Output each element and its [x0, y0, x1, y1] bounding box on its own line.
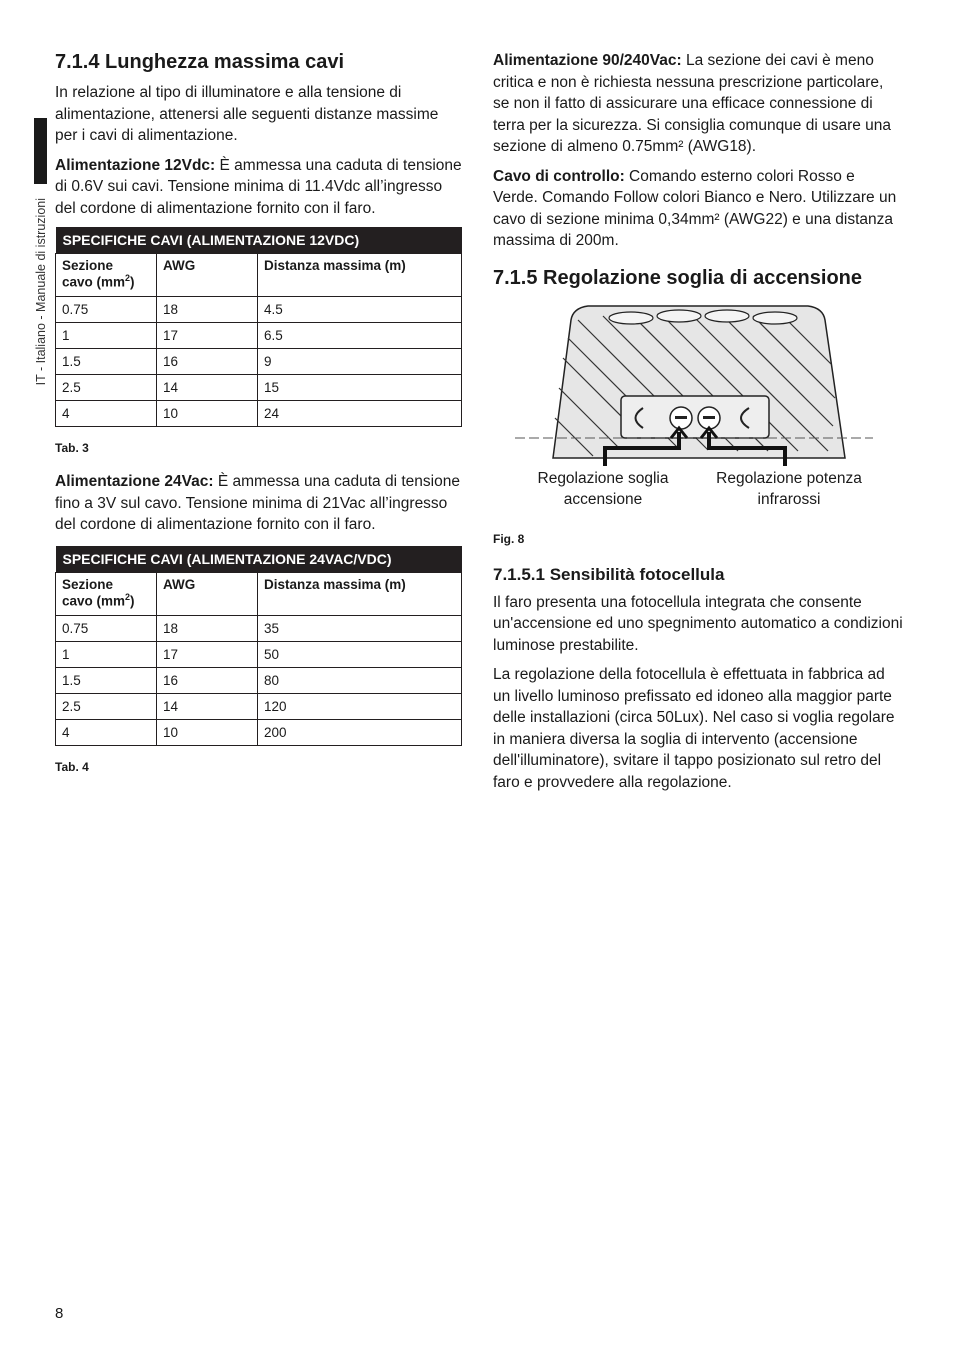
- table-cell: 6.5: [258, 323, 462, 349]
- table-cell: 120: [258, 693, 462, 719]
- paragraph-photocell-2: La regolazione della fotocellula è effettuata in fabbrica ad un livello luminoso prefissato ed idoneo alla maggior parte delle installazioni (circa 50Lux). Nel caso si voglia regolare in maniera diversa la soglia di intervento (accensione dell'illuminatore), svitare il tappo posizionato sul retro del faro e provvedere alla regolazione.: [493, 666, 895, 791]
- header-distanza: Distanza massima (m): [258, 572, 462, 615]
- paragraph-24vac: [55, 471, 462, 536]
- text-12vdc: È ammessa una caduta di tensione di 0.6V sui cavi. Tensione minima di 11.4Vdc all’ingresso del cordone di alimentazione fornito con il faro.: [55, 156, 462, 217]
- table-12vdc: [55, 227, 462, 427]
- table-row: [56, 641, 462, 667]
- table-row: [56, 375, 462, 401]
- table-cell: 1.5: [56, 349, 157, 375]
- table-cell: 18: [157, 297, 258, 323]
- table-cell: 16: [157, 667, 258, 693]
- table-cell: 4.5: [258, 297, 462, 323]
- paragraph-12vdc: [55, 155, 462, 220]
- table-cell: 200: [258, 719, 462, 745]
- table-cell: 10: [157, 401, 258, 427]
- table-title: SPECIFICHE CAVI (ALIMENTAZIONE 24VAC/VDC): [56, 546, 462, 573]
- paragraph-photocell-1: Il faro presenta una fotocellula integrata che consente un'accensione ed uno spegnimento automatico a condizioni luminose prestabilite.: [493, 593, 903, 654]
- table-cell: 17: [157, 323, 258, 349]
- text-24vac: È ammessa una caduta di tensione fino a 3V sul cavo. Tensione minima di 21Vac all’ingresso del cordone di alimentazione fornito con il faro.: [55, 473, 460, 533]
- intro-paragraph: In relazione al tipo di illuminatore e alla tensione di alimentazione, attenersi alle seguenti distanze massime per i cavi di alimentazione.: [55, 84, 439, 144]
- label-24vac: Alimentazione 24Vac:: [55, 473, 214, 490]
- table-cell: 15: [258, 375, 462, 401]
- paragraph-control-cable: [493, 166, 903, 252]
- header-sezione: Sezione cavo $(mm^2)$: [56, 572, 157, 615]
- table-cell: 1: [56, 323, 157, 349]
- table-cell: 50: [258, 641, 462, 667]
- header-sezione: Sezione cavo $(mm^2)$: [56, 254, 157, 297]
- table-row: [56, 401, 462, 427]
- table-cell: 2.5: [56, 693, 157, 719]
- table-cell: 0.75: [56, 297, 157, 323]
- table-row: [56, 693, 462, 719]
- table-body: [56, 297, 462, 427]
- table-cell: 1.5: [56, 667, 157, 693]
- table-row: [56, 297, 462, 323]
- text-control-cable: Comando esterno colori Rosso e Verde. Comando Follow colori Bianco e Nero. Utilizzare un cavo di sezione minima 0,34mm² (AWG22) e una distanza massima di 200m.: [493, 167, 897, 249]
- table-cell: 1: [56, 641, 157, 667]
- figure-label-threshold: Regolazione soglia accensione: [537, 469, 669, 508]
- subsection-heading-7151: 7.1.5.1 Sensibilità fotocellula: [493, 564, 725, 584]
- figure-caption: Fig. 8: [493, 531, 525, 546]
- table-row: [56, 349, 462, 375]
- table-cell: 80: [258, 667, 462, 693]
- section-heading-714: 7.1.4 Lunghezza massima cavi: [55, 51, 345, 73]
- table-body: [56, 615, 462, 745]
- table-row: [56, 323, 462, 349]
- table-row: [56, 719, 462, 745]
- table-cell: 24: [258, 401, 462, 427]
- right-column: [493, 50, 903, 801]
- table-cell: 10: [157, 719, 258, 745]
- table-cell: 18: [157, 615, 258, 641]
- table-cell: 35: [258, 615, 462, 641]
- table-cell: 0.75: [56, 615, 157, 641]
- label-90-240vac: Alimentazione 90/240Vac:: [493, 52, 682, 69]
- header-awg: AWG: [157, 572, 258, 615]
- table-cell: 2.5: [56, 375, 157, 401]
- label-12vdc: Alimentazione 12Vdc:: [55, 156, 216, 174]
- table-cell: 9: [258, 349, 462, 375]
- table-row: [56, 615, 462, 641]
- header-awg: AWG: [157, 254, 258, 297]
- header-distanza: Distanza massima (m): [258, 254, 462, 297]
- table-cell: 14: [157, 375, 258, 401]
- table-caption: Tab. 3: [55, 441, 89, 455]
- page-number: 8: [55, 1305, 64, 1322]
- sidebar-marker: [34, 118, 47, 184]
- table-cell: 16: [157, 349, 258, 375]
- table-cell: 4: [56, 401, 157, 427]
- left-column: [55, 50, 462, 790]
- table-row: [56, 667, 462, 693]
- figure-label-ir-power: Regolazione potenza infrarossi: [716, 469, 862, 508]
- table-24vac: [55, 546, 462, 746]
- table-cell: 17: [157, 641, 258, 667]
- text-90-240vac: La sezione dei cavi è meno critica e non è richiesta nessuna prescrizione particolare, se non il fatto di assicurare una efficace connessione di terra per la sicurezza. Si consiglia comunque di usare una sezione di almeno 0.75mm² (AWG18).: [493, 52, 892, 155]
- table-cell: 14: [157, 693, 258, 719]
- paragraph-90-240vac: [493, 50, 903, 158]
- table-title: SPECIFICHE CAVI (ALIMENTAZIONE 12VDC): [56, 227, 462, 254]
- table-caption: Tab. 4: [55, 759, 89, 774]
- label-control-cable: Cavo di controllo:: [493, 167, 625, 185]
- table-cell: 4: [56, 719, 157, 745]
- section-heading-715: 7.1.5 Regolazione soglia di accensione: [493, 266, 863, 289]
- figure-8: [493, 298, 903, 528]
- illuminator-drawing: [493, 298, 903, 468]
